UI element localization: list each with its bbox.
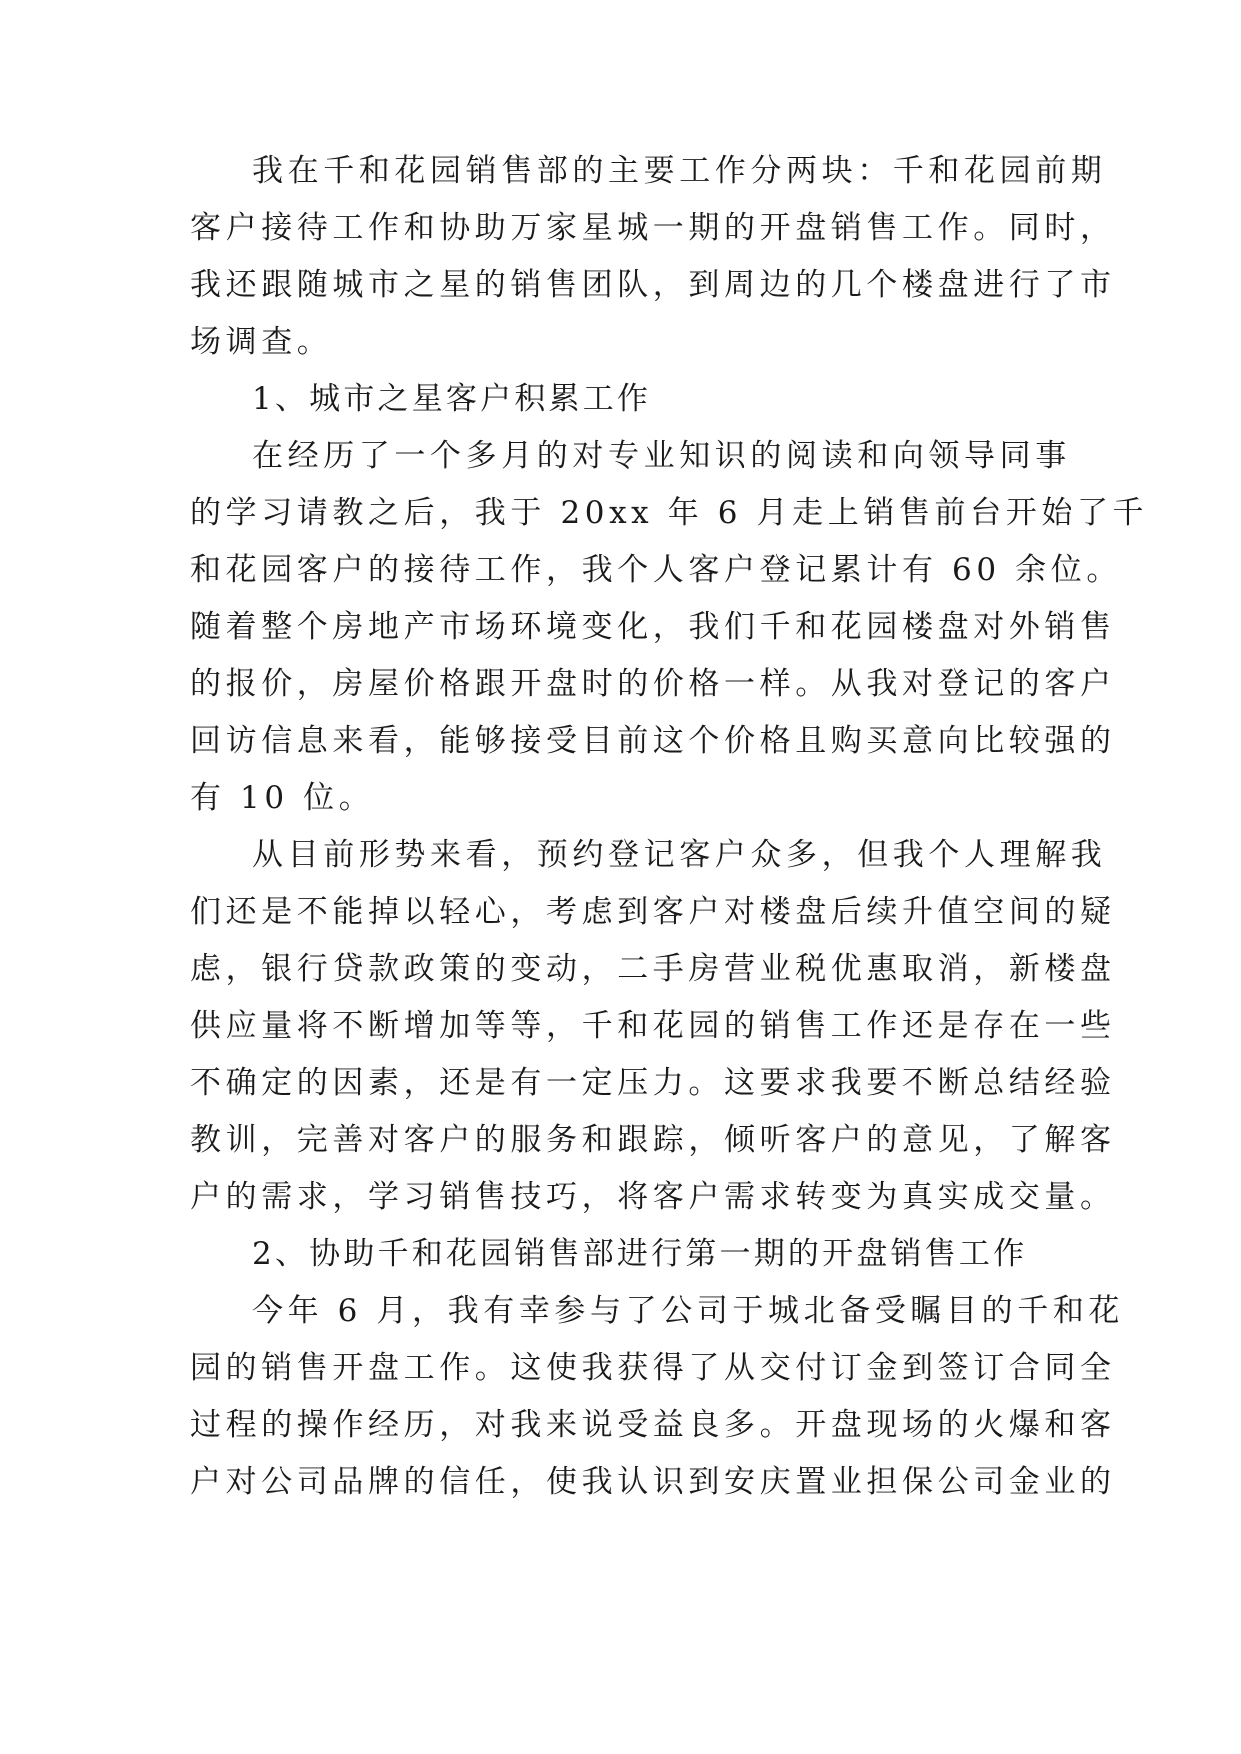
paragraph-line: 我在千和花园销售部的主要工作分两块：千和花园前期 [252,153,1107,189]
paragraph-line: 我还跟随城市之星的销售团队，到周边的几个楼盘进行了市 [190,267,1116,303]
paragraph-line: 从目前形势来看，预约登记客户众多，但我个人理解我 [252,837,1107,873]
section-heading: 1、城市之星客户积累工作 [252,381,652,417]
paragraph-line: 在经历了一个多月的对专业知识的阅读和向领导同事 [252,438,1071,474]
paragraph-line: 过程的操作经历，对我来说受益良多。开盘现场的火爆和客 [190,1407,1116,1443]
paragraph-line: 户的需求，学习销售技巧，将客户需求转变为真实成交量。 [190,1179,1116,1215]
paragraph-line: 教训，完善对客户的服务和跟踪，倾听客户的意见，了解客 [190,1122,1116,1158]
paragraph-line: 场调查。 [190,324,333,360]
paragraph-line: 的学习请教之后，我于 20xx 年 6 月走上销售前台开始了千 [190,495,1149,531]
paragraph-line: 和花园客户的接待工作，我个人客户登记累计有 60 余位。 [190,552,1122,588]
paragraph-line: 有 10 位。 [190,780,375,816]
section-heading: 2、协助千和花园销售部进行第一期的开盘销售工作 [252,1236,1028,1272]
paragraph-line: 们还是不能掉以轻心，考虑到客户对楼盘后续升值空间的疑 [190,894,1116,930]
paragraph-line: 虑，银行贷款政策的变动，二手房营业税优惠取消，新楼盘 [190,951,1116,987]
paragraph-line: 园的销售开盘工作。这使我获得了从交付订金到签订合同全 [190,1350,1116,1386]
paragraph-line: 的报价，房屋价格跟开盘时的价格一样。从我对登记的客户 [190,666,1116,702]
paragraph-line: 供应量将不断增加等等，千和花园的销售工作还是存在一些 [190,1008,1116,1044]
paragraph-line: 随着整个房地产市场环境变化，我们千和花园楼盘对外销售 [190,609,1116,645]
paragraph-line: 户对公司品牌的信任，使我认识到安庆置业担保公司金业的 [190,1464,1116,1500]
paragraph-line: 今年 6 月，我有幸参与了公司于城北备受瞩目的千和花 [252,1293,1125,1329]
paragraph-line: 回访信息来看，能够接受目前这个价格且购买意向比较强的 [190,723,1116,759]
paragraph-line: 不确定的因素，还是有一定压力。这要求我要不断总结经验 [190,1065,1116,1101]
paragraph-line: 客户接待工作和协助万家星城一期的开盘销售工作。同时， [190,210,1116,246]
